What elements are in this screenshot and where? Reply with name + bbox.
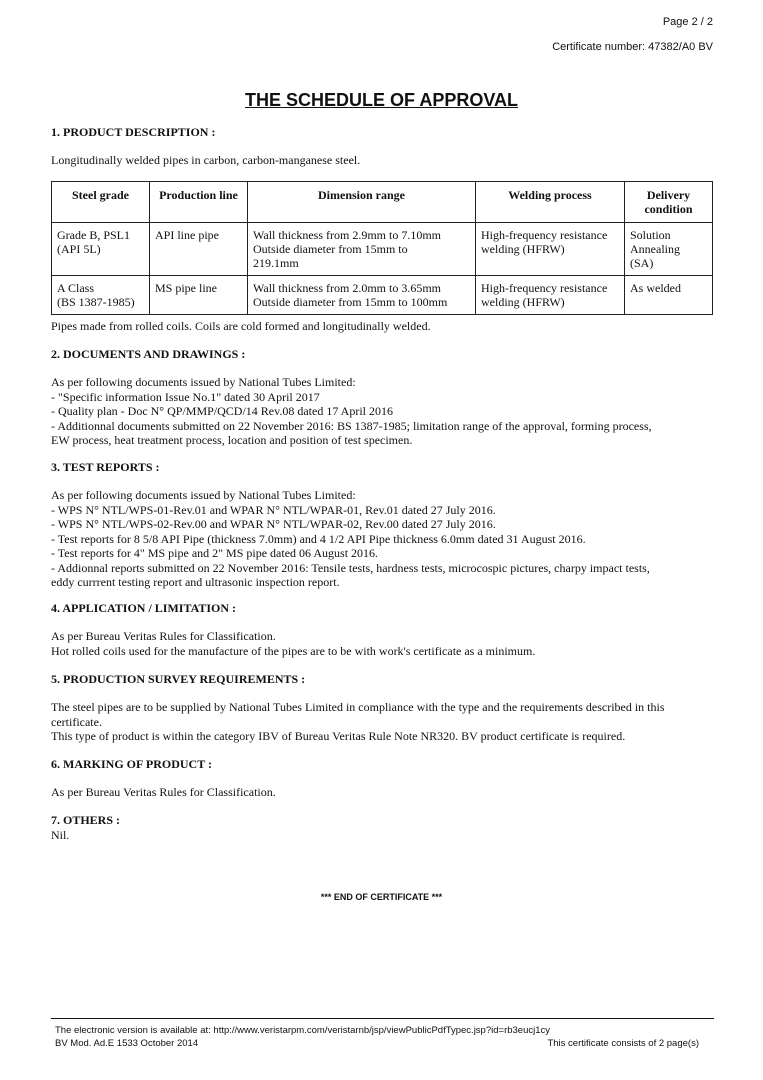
section-body [51,488,715,590]
paragraph-line: - Quality plan - Doc N° QP/MMP/QCD/14 Rev.08 dated 17 April 2016 [51,404,393,418]
column-header: Delivery condition [625,182,713,223]
product-table [51,181,713,315]
cell-line: API line pipe [155,228,219,242]
cell-line: High-frequency resistance [481,281,608,295]
table-cell [625,223,713,276]
section-intro [51,153,715,168]
footer-page-count: This certificate consists of 2 page(s) [547,1038,699,1049]
column-header: Welding process [476,182,625,223]
page-title: THE SCHEDULE OF APPROVAL [244,90,518,110]
section-heading: 1. PRODUCT DESCRIPTION : [51,125,216,139]
paragraph-line: - "Specific information Issue No.1" dated 30 April 2017 [51,389,320,404]
section-marking [51,757,715,772]
column-header: Production line [150,182,248,223]
page-number: Page 2 / 2 [662,16,713,28]
table-cell [150,276,248,315]
cell-line: (SA) [630,256,654,270]
paragraph-line: - Test reports for 8 5/8 API Pipe (thickness 7.0mm) and 4 1/2 API Pipe thickness 6.0mm dated 31 August 2016. [51,531,586,546]
cell-line: Wall thickness from 2.9mm to 7.10mm [253,228,442,242]
cell-line: Solution Annealing [630,228,680,256]
section-others [51,813,715,842]
table-cell [476,223,625,276]
column-header: Steel grade [52,182,150,223]
table-cell [52,223,150,276]
footer-divider [51,1018,714,1019]
paragraph-line: - WPS N° NTL/WPS-02-Rev.00 and WPAR N° NTL/WPAR-02, Rev.00 dated 27 July 2016. [51,517,496,531]
paragraph-line: Nil. [51,827,70,842]
paragraph-line: Longitudinally welded pipes in carbon, carbon-manganese steel. [51,153,361,167]
paragraph-line: Pipes made from rolled coils. Coils are cold formed and longitudinally welded. [51,319,431,333]
section-heading: 2. DOCUMENTS AND DRAWINGS : [51,347,246,361]
table-cell [248,276,476,315]
paragraph-line: As per Bureau Veritas Rules for Classification. [51,785,276,799]
cell-line: Outside diameter from 15mm to 100mm [253,295,448,309]
cell-line: (BS 1387-1985) [57,295,135,309]
table-row [52,276,713,315]
cell-line: MS pipe line [155,281,217,295]
cell-line: welding (HFRW) [481,295,565,309]
column-header: Dimension range [248,182,476,223]
section-body [51,629,715,658]
table-cell [476,276,625,315]
section-documents [51,347,715,362]
cell-line: Grade B, PSL1 [57,228,130,242]
cell-line: High-frequency resistance [481,228,608,242]
table-cell [248,223,476,276]
paragraph-line: EW process, heat treatment process, location and position of test specimen. [51,433,413,447]
section-heading: 5. PRODUCTION SURVEY REQUIREMENTS : [51,672,306,686]
cell-line: (API 5L) [57,242,101,256]
section-test-reports [51,460,715,475]
cell-line: Outside diameter from 15mm to [253,242,408,256]
cell-line: A Class [57,281,95,295]
end-of-certificate: *** END OF CERTIFICATE *** [320,892,443,902]
paragraph-line: As per Bureau Veritas Rules for Classification. [51,629,276,643]
paragraph-line: - Additionnal documents submitted on 22 November 2016: BS 1387-1985; limitation range of the approval, forming process, [51,418,652,433]
section-product-description [51,125,715,140]
paragraph-line: As per following documents issued by National Tubes Limited: [51,375,356,389]
footer-electronic-version: The electronic version is available at: http://www.veristarpm.com/veristarnb/jsp/viewPublicPdfTypec.jsp?id=rb3eucj1cy [55,1025,551,1036]
table-cell [625,276,713,315]
paragraph-line: certificate. [51,714,102,729]
cell-line: Wall thickness from 2.0mm to 3.65mm [253,281,442,295]
paragraph-line: As per following documents issued by National Tubes Limited: [51,488,356,502]
section-heading: 7. OTHERS : [51,813,121,827]
cell-line: welding (HFRW) [481,242,565,256]
footer-form-reference: BV Mod. Ad.E 1533 October 2014 [55,1038,199,1049]
section-heading: 6. MARKING OF PRODUCT : [51,757,212,771]
paragraph-line: This type of product is within the category IBV of Bureau Veritas Rule Note NR320. BV product certificate is required. [51,729,626,743]
section-application [51,601,715,616]
table-cell [150,223,248,276]
section-body [51,785,715,800]
section-heading: 4. APPLICATION / LIMITATION : [51,601,237,615]
paragraph-line: - Test reports for 4" MS pipe and 2" MS pipe dated 06 August 2016. [51,546,379,560]
section-heading: 3. TEST REPORTS : [51,460,160,474]
paragraph [51,319,715,334]
section-production-survey [51,672,715,687]
section-body [51,375,715,448]
table-header-row [52,182,713,223]
cell-line: As welded [630,281,681,295]
paragraph-line: eddy currrent testing report and ultrasonic inspection report. [51,575,340,589]
paragraph-line: Hot rolled coils used for the manufacture of the pipes are to be with work's certificate as a minimum. [51,643,536,658]
paragraph-line: - WPS N° NTL/WPS-01-Rev.01 and WPAR N° NTL/WPAR-01, Rev.01 dated 27 July 2016. [51,502,496,517]
cell-line: 219.1mm [253,256,299,270]
certificate-number: Certificate number: 47382/A0 BV [552,41,713,53]
paragraph-line: The steel pipes are to be supplied by National Tubes Limited in compliance with the type and the requirements described in this [51,700,665,714]
table-row [52,223,713,276]
section-body [51,700,715,744]
table-cell [52,276,150,315]
paragraph-line: - Addionnal reports submitted on 22 November 2016: Tensile tests, hardness tests, microcospic pictures, charpy impact tests, [51,560,650,575]
